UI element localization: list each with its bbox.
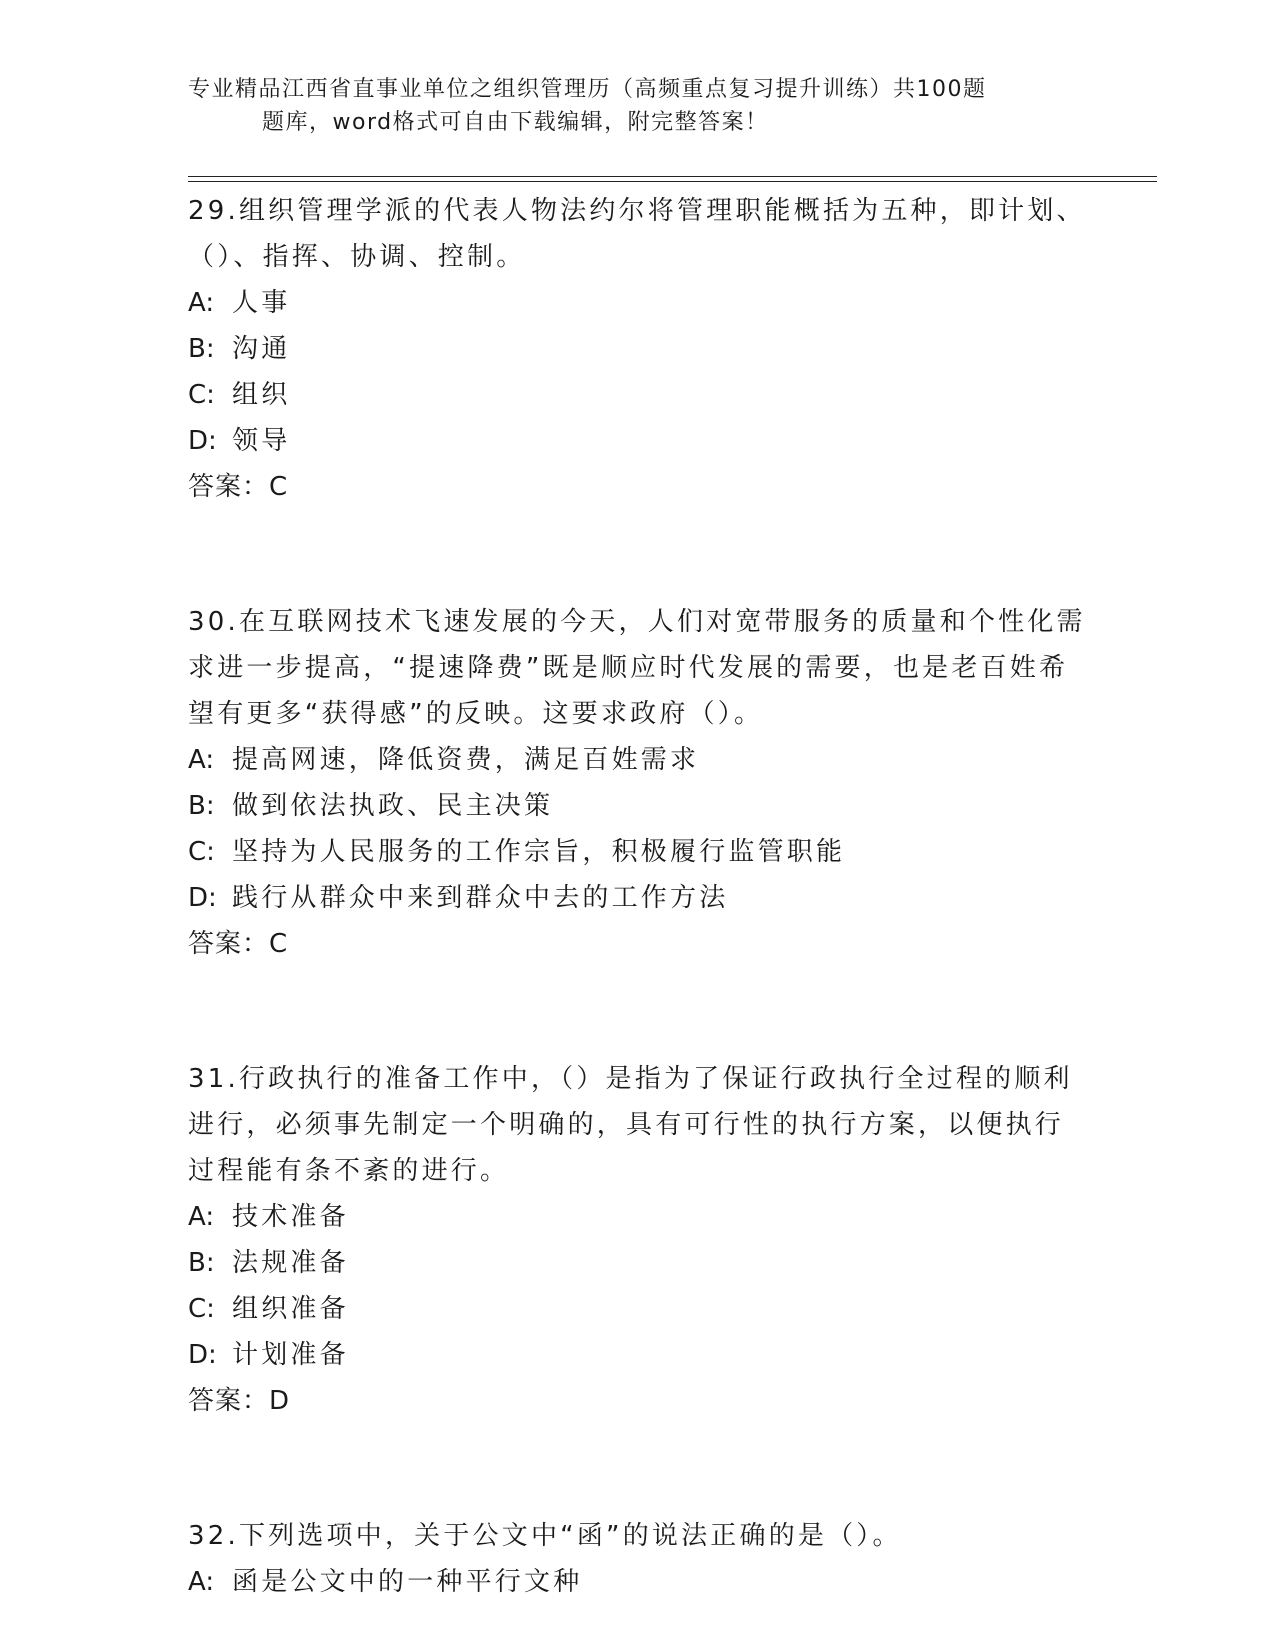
header-divider-top xyxy=(188,176,1157,177)
question-spacer xyxy=(188,1424,1088,1513)
header-title-line1: 专业精品江西省直事业单位之组织管理历（高频重点复习提升训练）共100题 xyxy=(188,77,987,102)
question-text: 32.下列选项中，关于公文中“函”的说法正确的是（）。 xyxy=(188,1521,902,1551)
option-text: 沟通 xyxy=(232,334,291,364)
option-text: 领导 xyxy=(232,426,291,456)
option-key: A: xyxy=(188,1202,215,1232)
question-text: 31.行政执行的准备工作中，（）是指为了保证行政执行全过程的顺利进行，必须事先制定一个明确的，具有可行性的执行方案，以便执行过程能有条不紊的进行。 xyxy=(188,1064,1073,1186)
option-a xyxy=(188,280,1088,326)
option-key: C: xyxy=(188,380,215,410)
option-a xyxy=(188,737,1088,783)
option-text: 组织准备 xyxy=(232,1294,349,1324)
question-text: 30.在互联网技术飞速发展的今天，人们对宽带服务的质量和个性化需求进一步提高，“提速降费”既是顺应时代发展的需要，也是老百姓希望有更多“获得感”的反映。这要求政府（）。 xyxy=(188,607,1086,729)
option-text: 函是公文中的一种平行文种 xyxy=(232,1567,583,1597)
question-spacer xyxy=(188,510,1088,599)
question-31 xyxy=(188,1056,1088,1424)
option-text: 计划准备 xyxy=(232,1340,349,1370)
option-key: B: xyxy=(188,334,215,364)
option-text: 组织 xyxy=(232,380,291,410)
option-key: A: xyxy=(188,745,215,775)
question-spacer xyxy=(188,967,1088,1056)
document-header xyxy=(188,73,1068,139)
header-divider-bottom xyxy=(188,181,1157,182)
option-key: A: xyxy=(188,1567,215,1597)
option-b xyxy=(188,783,1088,829)
option-key: B: xyxy=(188,791,215,821)
option-b xyxy=(188,1240,1088,1286)
question-32 xyxy=(188,1513,1088,1605)
option-a xyxy=(188,1559,1088,1605)
option-b xyxy=(188,326,1088,372)
option-d xyxy=(188,418,1088,464)
option-key: D: xyxy=(188,1340,217,1370)
option-text: 技术准备 xyxy=(232,1202,349,1232)
option-c xyxy=(188,372,1088,418)
option-text: 人事 xyxy=(232,288,291,318)
answer-text: 答案：C xyxy=(188,472,289,502)
option-d xyxy=(188,1332,1088,1378)
option-c xyxy=(188,1286,1088,1332)
option-key: D: xyxy=(188,426,217,456)
option-key: B: xyxy=(188,1248,215,1278)
question-29 xyxy=(188,188,1088,510)
option-key: D: xyxy=(188,883,217,913)
option-text: 提高网速，降低资费，满足百姓需求 xyxy=(232,745,700,775)
option-text: 法规准备 xyxy=(232,1248,349,1278)
option-d xyxy=(188,875,1088,921)
option-key: A: xyxy=(188,288,215,318)
option-a xyxy=(188,1194,1088,1240)
option-c xyxy=(188,829,1088,875)
option-text: 坚持为人民服务的工作宗旨，积极履行监管职能 xyxy=(232,837,846,867)
question-text: 29.组织管理学派的代表人物法约尔将管理职能概括为五种，即计划、（）、指挥、协调、控制。 xyxy=(188,196,1086,272)
option-text: 做到依法执政、民主决策 xyxy=(232,791,554,821)
option-key: C: xyxy=(188,1294,215,1324)
option-text: 践行从群众中来到群众中去的工作方法 xyxy=(232,883,729,913)
question-list xyxy=(188,188,1088,1605)
option-key: C: xyxy=(188,837,215,867)
answer-text: 答案：C xyxy=(188,929,289,959)
question-30 xyxy=(188,599,1088,967)
answer-text: 答案：D xyxy=(188,1386,291,1416)
header-title-line2: 题库，word格式可自由下载编辑，附完整答案！ xyxy=(262,110,769,135)
